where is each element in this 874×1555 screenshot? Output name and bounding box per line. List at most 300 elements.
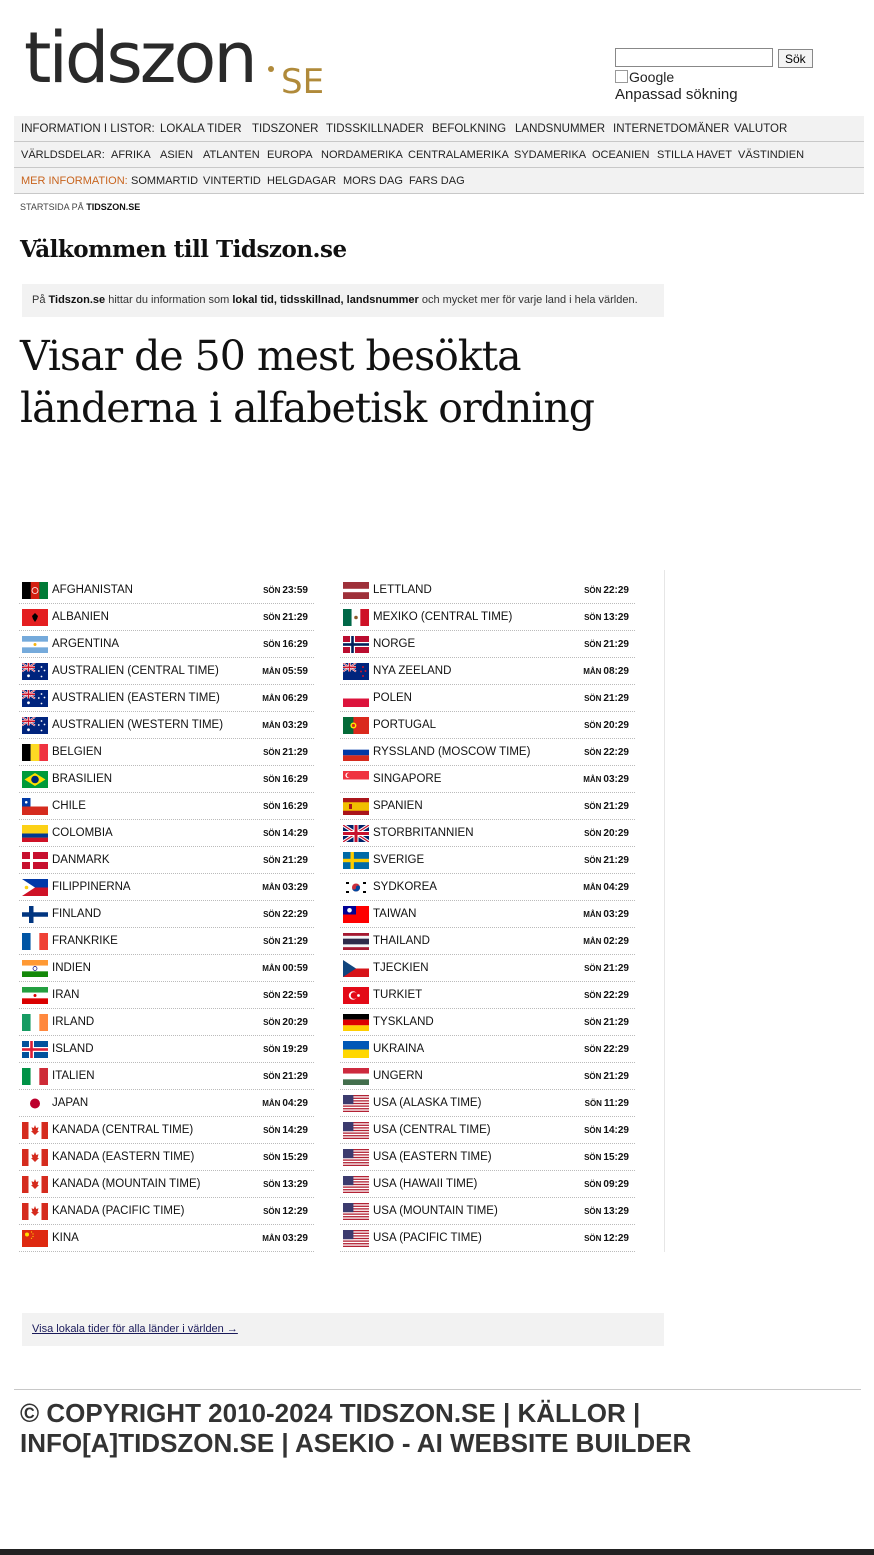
italy-flag-icon [22, 1068, 48, 1085]
local-time [584, 1009, 629, 1036]
nav-continents [14, 142, 864, 168]
time-value: 22:29 [603, 990, 629, 1001]
iceland-flag-icon [22, 1041, 48, 1058]
time-value: 05:59 [282, 666, 308, 677]
local-time [263, 793, 308, 820]
country-row[interactable] [19, 1198, 314, 1225]
nav-internet-domains[interactable]: INTERNETDOMÄNER [613, 123, 730, 135]
local-time [584, 1225, 629, 1252]
country-row[interactable] [340, 1171, 635, 1198]
weekday: SÖN [263, 829, 281, 838]
weekday: MÅN [583, 910, 602, 919]
country-row[interactable] [19, 1063, 314, 1090]
belgium-flag-icon [22, 744, 48, 761]
country-name[interactable]: UNGERN [373, 1070, 423, 1082]
time-value: 06:29 [282, 693, 308, 704]
country-list-right [340, 577, 635, 1252]
nav-continents-label: VÄRLDSDELAR: [21, 149, 105, 161]
local-time [263, 928, 308, 955]
country-name[interactable]: COLOMBIA [52, 827, 113, 839]
weekday: SÖN [584, 748, 602, 757]
time-value: 22:29 [603, 585, 629, 596]
nav-atlantic[interactable]: ATLANTEN [203, 149, 260, 161]
intro-box [22, 284, 664, 317]
time-value: 09:29 [603, 1179, 629, 1190]
local-time [262, 955, 308, 982]
time-value: 23:59 [282, 585, 308, 596]
breadcrumb [20, 202, 140, 212]
local-time [583, 874, 629, 901]
time-value: 21:29 [282, 936, 308, 947]
time-value: 04:29 [603, 882, 629, 893]
country-name[interactable]: FRANKRIKE [52, 935, 118, 947]
local-time [263, 604, 308, 631]
nav-timezones[interactable]: TIDSZONER [252, 123, 319, 135]
weekday: SÖN [263, 910, 281, 919]
local-time [263, 739, 308, 766]
chile-flag-icon [22, 798, 48, 815]
nav-lists [14, 116, 864, 142]
argentina-flag-icon [22, 636, 48, 653]
time-value: 04:29 [282, 1098, 308, 1109]
time-value: 20:29 [603, 720, 629, 731]
weekday: SÖN [584, 1099, 602, 1108]
country-name[interactable]: IRLAND [52, 1016, 95, 1028]
country-row[interactable] [19, 1144, 314, 1171]
country-row[interactable] [19, 1009, 314, 1036]
intro-bold-2: lokal tid, tidsskillnad, landsnummer [232, 294, 419, 306]
country-name[interactable]: ITALIEN [52, 1070, 95, 1082]
south-korea-flag-icon [343, 879, 369, 896]
taiwan-flag-icon [343, 906, 369, 923]
russia-flag-icon [343, 744, 369, 761]
country-row[interactable] [340, 631, 635, 658]
time-value: 21:29 [603, 693, 629, 704]
country-name[interactable]: JAPAN [52, 1097, 89, 1109]
country-row[interactable] [340, 1117, 635, 1144]
country-list-left [19, 577, 314, 1252]
nav-lists-label: INFORMATION I LISTOR: [21, 123, 155, 135]
local-time [262, 874, 308, 901]
country-row[interactable] [19, 712, 314, 739]
time-value: 03:29 [282, 720, 308, 731]
weekday: SÖN [584, 991, 602, 1000]
country-name[interactable]: AUSTRALIEN (CENTRAL TIME) [52, 665, 219, 677]
local-time [584, 1036, 629, 1063]
country-name[interactable]: INDIEN [52, 962, 91, 974]
local-time [583, 766, 629, 793]
country-row[interactable] [340, 712, 635, 739]
local-time [584, 1198, 629, 1225]
search-button[interactable]: Sök [778, 49, 813, 68]
nav-africa[interactable]: AFRIKA [111, 149, 151, 161]
country-row[interactable] [340, 1009, 635, 1036]
country-name[interactable]: LETTLAND [373, 584, 432, 596]
local-time [584, 712, 629, 739]
time-value: 19:29 [282, 1044, 308, 1055]
search-form [615, 48, 806, 103]
time-value: 13:29 [603, 1206, 629, 1217]
weekday: MÅN [583, 937, 602, 946]
time-value: 14:29 [282, 828, 308, 839]
intro-bold-1: Tidszon.se [48, 294, 106, 306]
local-time [263, 1198, 308, 1225]
country-name[interactable]: TJECKIEN [373, 962, 429, 974]
time-value: 22:29 [603, 1044, 629, 1055]
country-name[interactable]: MEXIKO (CENTRAL TIME) [373, 611, 513, 623]
country-row[interactable] [19, 739, 314, 766]
nav-asia[interactable]: ASIEN [160, 149, 194, 161]
weekday: SÖN [584, 1072, 602, 1081]
nav-time-differences[interactable]: TIDSSKILLNADER [326, 123, 424, 135]
time-value: 15:29 [603, 1152, 629, 1163]
australia-flag-icon [22, 690, 48, 707]
country-name[interactable]: SINGAPORE [373, 773, 442, 785]
country-name[interactable]: AUSTRALIEN (EASTERN TIME) [52, 692, 220, 704]
country-row[interactable] [340, 739, 635, 766]
local-time [263, 820, 308, 847]
country-name[interactable]: USA (HAWAII TIME) [373, 1178, 478, 1190]
weekday: SÖN [263, 856, 281, 865]
country-row[interactable] [19, 1171, 314, 1198]
nav-more-info-label: MER INFORMATION: [21, 175, 128, 187]
country-row[interactable] [19, 1117, 314, 1144]
local-time [263, 1036, 308, 1063]
weekday: SÖN [263, 1126, 281, 1135]
local-time [263, 631, 308, 658]
weekday: SÖN [584, 1126, 602, 1135]
bottom-bar [0, 1549, 874, 1555]
finland-flag-icon [22, 906, 48, 923]
albania-flag-icon [22, 609, 48, 626]
country-row[interactable] [340, 928, 635, 955]
local-time [584, 955, 629, 982]
time-value: 21:29 [603, 963, 629, 974]
country-row[interactable] [19, 658, 314, 685]
local-time [263, 577, 308, 604]
singapore-flag-icon [343, 771, 369, 788]
country-row[interactable] [340, 901, 635, 928]
usa-flag-icon [343, 1095, 369, 1112]
country-row[interactable] [19, 901, 314, 928]
country-row[interactable] [340, 982, 635, 1009]
country-row[interactable] [340, 1144, 635, 1171]
custom-search-label: Anpassad sökning [615, 86, 738, 103]
weekday: SÖN [584, 1045, 602, 1054]
weekday: MÅN [583, 775, 602, 784]
weekday: SÖN [584, 1153, 602, 1162]
country-row[interactable] [19, 766, 314, 793]
usa-flag-icon [343, 1149, 369, 1166]
time-value: 03:29 [603, 909, 629, 920]
local-time [584, 685, 629, 712]
local-time [263, 1063, 308, 1090]
country-row[interactable] [340, 793, 635, 820]
country-row[interactable] [340, 955, 635, 982]
country-row[interactable] [19, 1225, 314, 1252]
country-row[interactable] [340, 685, 635, 712]
local-time [584, 604, 629, 631]
time-value: 16:29 [282, 774, 308, 785]
country-name[interactable]: UKRAINA [373, 1043, 425, 1055]
country-name[interactable]: AUSTRALIEN (WESTERN TIME) [52, 719, 224, 731]
nav-more-info [14, 168, 864, 194]
country-name[interactable]: ALBANIEN [52, 611, 109, 623]
page-heading: Visar de 50 mest besökta länderna i alfabetisk ordning [20, 332, 594, 432]
country-name[interactable]: FILIPPINERNA [52, 881, 131, 893]
country-name[interactable]: TYSKLAND [373, 1016, 434, 1028]
local-time [583, 658, 629, 685]
nav-population[interactable]: BEFOLKNING [432, 123, 507, 135]
country-row[interactable] [19, 820, 314, 847]
denmark-flag-icon [22, 852, 48, 869]
local-time [263, 847, 308, 874]
philippines-flag-icon [22, 879, 48, 896]
country-name[interactable]: NORGE [373, 638, 416, 650]
canada-flag-icon [22, 1176, 48, 1193]
weekday: SÖN [584, 694, 602, 703]
country-name[interactable]: CHILE [52, 800, 86, 812]
nav-local-times[interactable]: LOKALA TIDER [160, 123, 242, 135]
country-name[interactable]: USA (MOUNTAIN TIME) [373, 1205, 498, 1217]
sweden-flag-icon [343, 852, 369, 869]
country-name[interactable]: AFGHANISTAN [52, 584, 133, 596]
local-time [263, 982, 308, 1009]
time-value: 21:29 [282, 855, 308, 866]
local-time [584, 847, 629, 874]
country-name[interactable]: USA (PACIFIC TIME) [373, 1232, 482, 1244]
time-value: 20:29 [282, 1017, 308, 1028]
country-name[interactable]: ISLAND [52, 1043, 94, 1055]
usa-flag-icon [343, 1122, 369, 1139]
broken-image-icon [615, 70, 628, 83]
local-time [584, 982, 629, 1009]
intro-text-1: På [32, 294, 49, 306]
country-name[interactable]: NYA ZEELAND [373, 665, 452, 677]
country-row[interactable] [340, 1225, 635, 1252]
local-time [583, 901, 629, 928]
logo-dot [268, 66, 274, 72]
nav-mothers-day[interactable]: MORS DAG [343, 175, 403, 187]
mexico-flag-icon [343, 609, 369, 626]
japan-flag-icon [22, 1095, 48, 1112]
weekday: SÖN [263, 775, 281, 784]
country-name[interactable]: TAIWAN [373, 908, 417, 920]
turkey-flag-icon [343, 987, 369, 1004]
nav-holidays[interactable]: HELGDAGAR [267, 175, 337, 187]
time-value: 14:29 [282, 1125, 308, 1136]
country-row[interactable] [340, 1198, 635, 1225]
local-time [584, 820, 629, 847]
country-name[interactable]: STORBRITANNIEN [373, 827, 474, 839]
weekday: SÖN [263, 802, 281, 811]
country-row[interactable] [19, 793, 314, 820]
weekday: MÅN [262, 883, 281, 892]
weekday: SÖN [263, 1045, 281, 1054]
country-row[interactable] [340, 1090, 635, 1117]
country-name[interactable]: KANADA (CENTRAL TIME) [52, 1124, 194, 1136]
country-row[interactable] [19, 631, 314, 658]
india-flag-icon [22, 960, 48, 977]
country-name[interactable]: SPANIEN [373, 800, 423, 812]
local-time [262, 1090, 308, 1117]
time-value: 21:29 [282, 1071, 308, 1082]
weekday: SÖN [263, 937, 281, 946]
time-value: 12:29 [603, 1233, 629, 1244]
country-row[interactable] [19, 1036, 314, 1063]
country-name[interactable]: USA (EASTERN TIME) [373, 1151, 492, 1163]
spain-flag-icon [343, 798, 369, 815]
canada-flag-icon [22, 1149, 48, 1166]
canada-flag-icon [22, 1122, 48, 1139]
weekday: MÅN [262, 694, 281, 703]
time-value: 13:29 [603, 612, 629, 623]
weekday: MÅN [583, 883, 602, 892]
local-time [584, 1144, 629, 1171]
nav-oceania[interactable]: OCEANIEN [592, 149, 650, 161]
country-row[interactable] [19, 685, 314, 712]
canada-flag-icon [22, 1203, 48, 1220]
country-row[interactable] [340, 847, 635, 874]
country-name[interactable]: POLEN [373, 692, 412, 704]
australia-flag-icon [22, 717, 48, 734]
all-countries-link[interactable]: Visa lokala tider för alla länder i världen → [32, 1323, 238, 1335]
time-value: 21:29 [282, 612, 308, 623]
weekday: MÅN [262, 964, 281, 973]
portugal-flag-icon [343, 717, 369, 734]
time-value: 11:29 [603, 1098, 629, 1109]
local-time [263, 1171, 308, 1198]
country-name[interactable]: TURKIET [373, 989, 423, 1001]
country-name[interactable]: BELGIEN [52, 746, 102, 758]
country-name[interactable]: KANADA (EASTERN TIME) [52, 1151, 195, 1163]
country-name[interactable]: KINA [52, 1232, 79, 1244]
time-value: 02:29 [603, 936, 629, 947]
weekday: SÖN [263, 640, 281, 649]
country-name[interactable]: BRASILIEN [52, 773, 113, 785]
nav-europe[interactable]: EUROPA [267, 149, 313, 161]
local-time [263, 1144, 308, 1171]
weekday: SÖN [263, 1018, 281, 1027]
brazil-flag-icon [22, 771, 48, 788]
afghanistan-flag-icon [22, 582, 48, 599]
country-name[interactable]: DANMARK [52, 854, 110, 866]
country-row[interactable] [340, 1063, 635, 1090]
weekday: SÖN [584, 964, 602, 973]
country-row[interactable] [19, 847, 314, 874]
weekday: SÖN [263, 1180, 281, 1189]
nav-country-codes[interactable]: LANDSNUMMER [515, 123, 606, 135]
footer [14, 1389, 861, 1458]
weekday: SÖN [584, 1207, 602, 1216]
nav-west-indies[interactable]: VÄSTINDIEN [738, 149, 805, 161]
country-row[interactable] [340, 658, 635, 685]
country-row[interactable] [19, 604, 314, 631]
country-row[interactable] [19, 928, 314, 955]
nav-north-america[interactable]: NORDAMERIKA [321, 149, 403, 161]
country-row[interactable] [19, 955, 314, 982]
local-time [584, 577, 629, 604]
time-value: 15:29 [282, 1152, 308, 1163]
search-input[interactable] [615, 48, 773, 67]
weekday: SÖN [263, 613, 281, 622]
country-name[interactable]: USA (ALASKA TIME) [373, 1097, 482, 1109]
weekday: SÖN [263, 586, 281, 595]
time-value: 21:29 [603, 801, 629, 812]
nav-winter-time[interactable]: VINTERTID [203, 175, 261, 187]
weekday: SÖN [584, 829, 602, 838]
norway-flag-icon [343, 636, 369, 653]
country-name[interactable]: IRAN [52, 989, 80, 1001]
country-row[interactable] [19, 874, 314, 901]
country-name[interactable]: KANADA (PACIFIC TIME) [52, 1205, 185, 1217]
country-name[interactable]: ARGENTINA [52, 638, 120, 650]
time-value: 22:29 [282, 909, 308, 920]
poland-flag-icon [343, 690, 369, 707]
local-time [263, 766, 308, 793]
weekday: SÖN [584, 1234, 602, 1243]
germany-flag-icon [343, 1014, 369, 1031]
country-name[interactable]: SVERIGE [373, 854, 425, 866]
time-value: 22:59 [282, 990, 308, 1001]
nav-daylight-saving[interactable]: SOMMARTID [131, 175, 199, 187]
nav-central-america[interactable]: CENTRALAMERIKA [408, 149, 509, 161]
local-time [584, 739, 629, 766]
intro-text-2: hittar du information som [105, 294, 233, 306]
time-value: 03:29 [282, 882, 308, 893]
france-flag-icon [22, 933, 48, 950]
country-row[interactable] [340, 1036, 635, 1063]
country-row[interactable] [340, 766, 635, 793]
nav-south-america[interactable]: SYDAMERIKA [514, 149, 587, 161]
weekday: MÅN [262, 1234, 281, 1243]
country-name[interactable]: USA (CENTRAL TIME) [373, 1124, 491, 1136]
ireland-flag-icon [22, 1014, 48, 1031]
country-row[interactable] [19, 577, 314, 604]
country-row[interactable] [340, 577, 635, 604]
weekday: SÖN [584, 586, 602, 595]
ukraine-flag-icon [343, 1041, 369, 1058]
czech-flag-icon [343, 960, 369, 977]
country-row[interactable] [340, 820, 635, 847]
nav-fathers-day[interactable]: FARS DAG [409, 175, 465, 187]
nav-currencies[interactable]: VALUTOR [734, 123, 788, 135]
usa-flag-icon [343, 1176, 369, 1193]
country-name[interactable]: PORTUGAL [373, 719, 437, 731]
time-value: 21:29 [282, 747, 308, 758]
weekday: MÅN [262, 1099, 281, 1108]
weekday: SÖN [263, 1072, 281, 1081]
latvia-flag-icon [343, 582, 369, 599]
breadcrumb-site[interactable]: TIDSZON.SE [86, 202, 141, 212]
country-row[interactable] [340, 604, 635, 631]
country-name[interactable]: RYSSLAND (MOSCOW TIME) [373, 746, 531, 758]
footer-text[interactable]: © COPYRIGHT 2010-2024 TIDSZON.SE | KÄLLOR | INFO[A]TIDSZON.SE | ASEKIO - AI WEBSITE BUILDER [20, 1398, 692, 1458]
country-row[interactable] [340, 874, 635, 901]
local-time [584, 793, 629, 820]
country-row[interactable] [19, 982, 314, 1009]
country-name[interactable]: THAILAND [373, 935, 430, 947]
country-name[interactable]: KANADA (MOUNTAIN TIME) [52, 1178, 201, 1190]
time-value: 21:29 [603, 1017, 629, 1028]
time-value: 14:29 [603, 1125, 629, 1136]
welcome-title: Välkommen till Tidszon.se [20, 236, 347, 263]
country-name[interactable]: SYDKOREA [373, 881, 437, 893]
nav-pacific[interactable]: STILLA HAVET [657, 149, 732, 161]
country-name[interactable]: FINLAND [52, 908, 102, 920]
weekday: MÅN [262, 721, 281, 730]
country-row[interactable] [19, 1090, 314, 1117]
